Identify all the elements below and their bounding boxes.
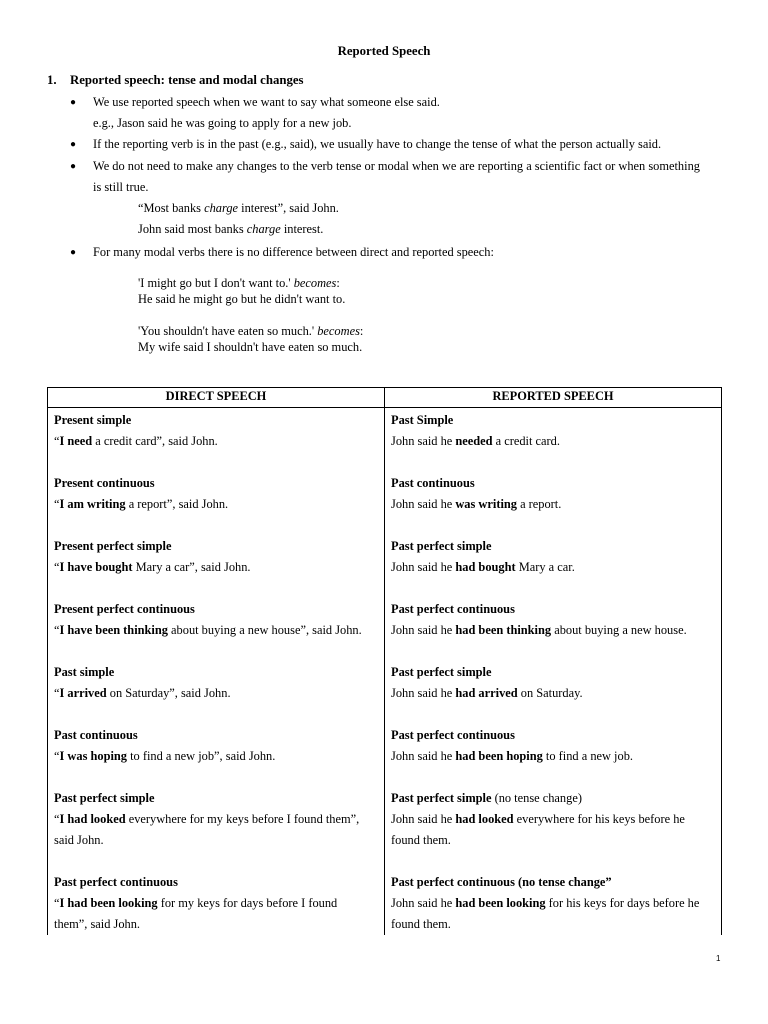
verb-phrase: had bought: [455, 560, 516, 574]
reported-tense-label: [391, 473, 715, 494]
document-title: Reported Speech: [337, 44, 431, 58]
verb-phrase: I had been looking: [59, 896, 158, 910]
row-spacer: [391, 851, 715, 872]
reported-tense-label: [391, 788, 715, 809]
example-text: a report.: [516, 497, 562, 511]
direct-example-continued: said John.: [54, 833, 104, 847]
verb-phrase: I have bought: [59, 560, 133, 574]
verb-phrase: had been hoping: [455, 749, 543, 763]
direct-example: [54, 746, 378, 767]
reported-speech-cell: [385, 408, 722, 936]
modal-becomes: becomes: [317, 324, 360, 338]
example-text: everywhere for his keys before he: [513, 812, 685, 826]
modal-text: 'I might go but I don't want to.': [138, 276, 294, 290]
example-text: Mary a car.: [515, 560, 575, 574]
bullet-3-line-1: We do not need to make any changes to the verb tense or modal when we are reporting a scientific fact or when something: [93, 159, 700, 173]
modal-example-1-reported: He said he might go but he didn't want to.: [138, 292, 346, 306]
bullet-2-line: If the reporting verb is in the past (e.g., said), we usually have to change the tense of what the person actually said.: [93, 137, 662, 151]
example-text: “: [54, 812, 60, 826]
page-number: 1: [716, 954, 721, 963]
reported-example: [391, 620, 715, 641]
example-text: on Saturday”, said John.: [106, 686, 231, 700]
verb-phrase: I was hoping: [59, 749, 127, 763]
example-text: interest.: [280, 222, 324, 236]
row-spacer: [54, 704, 378, 725]
example-text: John said he: [391, 560, 456, 574]
direct-example-continued: them”, said John.: [54, 917, 141, 931]
column-header-reported: REPORTED SPEECH: [385, 388, 722, 408]
bullet-dot: ●: [70, 97, 77, 108]
modal-text: :: [336, 276, 340, 290]
section-heading-text: Reported speech: tense and modal changes: [70, 73, 304, 87]
verb-phrase: had looked: [455, 812, 514, 826]
direct-example: [54, 557, 378, 578]
row-spacer: [54, 515, 378, 536]
reported-example-continued: found them.: [391, 833, 451, 847]
bullet-dot: ●: [70, 139, 77, 150]
direct-example: [54, 494, 378, 515]
section-number: 1.: [47, 73, 57, 87]
example-text: John said he: [391, 812, 456, 826]
example-text: John said he: [391, 686, 456, 700]
direct-tense-label: Past perfect continuous: [54, 875, 178, 889]
reported-example-continued: found them.: [391, 917, 451, 931]
verb-phrase: was writing: [455, 497, 517, 511]
tense-note: (no tense change): [491, 791, 582, 805]
example-text: John said he: [391, 497, 456, 511]
bullet-1-line-1: We use reported speech when we want to say what someone else said.: [93, 95, 440, 109]
example-text: interest”, said John.: [238, 201, 339, 215]
direct-example: [54, 620, 378, 641]
reported-example: [391, 809, 715, 830]
tense-name: Past perfect simple: [391, 791, 492, 805]
reported-example: [391, 494, 715, 515]
bullet-3-line-2: is still true.: [93, 180, 149, 194]
example-text: John said he: [391, 896, 456, 910]
example-direct: [138, 201, 339, 216]
example-text: to find a new job”, said John.: [127, 749, 276, 763]
example-verb: charge: [246, 222, 281, 236]
example-text: John said most banks: [138, 222, 247, 236]
example-text: John said he: [391, 749, 456, 763]
reported-tense-label: [391, 662, 715, 683]
table-row: [48, 408, 722, 936]
reported-example: [391, 893, 715, 914]
tense-name: Past perfect simple: [391, 665, 492, 679]
section-heading: [47, 73, 304, 88]
reported-example: [391, 557, 715, 578]
example-verb: charge: [204, 201, 239, 215]
example-text: “: [54, 749, 60, 763]
tense-name: Past continuous: [391, 476, 475, 490]
reported-tense-label: [391, 536, 715, 557]
example-text: “: [54, 686, 60, 700]
reported-tense-label: [391, 872, 715, 893]
column-header-direct: DIRECT SPEECH: [48, 388, 385, 408]
direct-speech-cell: [48, 408, 385, 936]
example-text: “: [54, 434, 60, 448]
direct-tense-label: Past perfect simple: [54, 791, 155, 805]
tense-name: Past Simple: [391, 413, 454, 427]
row-spacer: [391, 452, 715, 473]
example-text: John said he: [391, 434, 456, 448]
example-text: Mary a car”, said John.: [132, 560, 251, 574]
example-text: for my keys for days before I found: [157, 896, 338, 910]
example-text: “: [54, 623, 60, 637]
example-text: “: [54, 497, 60, 511]
row-spacer: [391, 704, 715, 725]
example-text: a report”, said John.: [125, 497, 229, 511]
row-spacer: [54, 851, 378, 872]
example-text: about buying a new house.: [551, 623, 687, 637]
verb-phrase: I need: [59, 434, 93, 448]
reported-tense-label: [391, 725, 715, 746]
example-text: a credit card.: [492, 434, 560, 448]
bullet-dot: ●: [70, 247, 77, 258]
row-spacer: [391, 767, 715, 788]
modal-example-1: [138, 276, 340, 291]
verb-phrase: I have been thinking: [59, 623, 168, 637]
example-text: everywhere for my keys before I found them”,: [125, 812, 360, 826]
reported-tense-label: [391, 599, 715, 620]
tense-name: Past perfect continuous: [391, 602, 515, 616]
direct-tense-label: Present perfect simple: [54, 539, 172, 553]
verb-phrase: I had looked: [59, 812, 126, 826]
direct-tense-label: Present continuous: [54, 476, 155, 490]
modal-becomes: becomes: [293, 276, 337, 290]
example-text: “: [54, 560, 60, 574]
example-text: “: [54, 896, 60, 910]
direct-example: [54, 683, 378, 704]
modal-example-2: [138, 324, 363, 339]
verb-phrase: needed: [455, 434, 493, 448]
row-spacer: [54, 641, 378, 662]
row-spacer: [391, 578, 715, 599]
verb-phrase: had been looking: [455, 896, 546, 910]
tense-name: Past perfect continuous: [391, 728, 515, 742]
direct-tense-label: Past simple: [54, 665, 115, 679]
reported-example: [391, 431, 715, 452]
direct-tense-label: Past continuous: [54, 728, 138, 742]
row-spacer: [54, 767, 378, 788]
reported-example: [391, 746, 715, 767]
bullet-1-line-2: e.g., Jason said he was going to apply for a new job.: [93, 116, 352, 130]
direct-example: [54, 431, 378, 452]
example-text: a credit card”, said John.: [92, 434, 218, 448]
tense-name: Past perfect continuous (no tense change”: [391, 875, 612, 889]
row-spacer: [54, 452, 378, 473]
reported-example: [391, 683, 715, 704]
example-text: “Most banks: [138, 201, 205, 215]
row-spacer: [391, 641, 715, 662]
direct-example: [54, 893, 378, 914]
bullet-4-line: For many modal verbs there is no difference between direct and reported speech:: [93, 245, 494, 259]
modal-text: :: [359, 324, 364, 338]
modal-example-2-reported: My wife said I shouldn't have eaten so much.: [138, 340, 363, 354]
modal-text: 'You shouldn't have eaten so much.': [138, 324, 318, 338]
example-text: on Saturday.: [517, 686, 583, 700]
tense-name: Past perfect simple: [391, 539, 492, 553]
verb-phrase: I arrived: [59, 686, 107, 700]
row-spacer: [391, 515, 715, 536]
direct-example: [54, 809, 378, 830]
table-header-row: [48, 388, 722, 408]
example-reported: [138, 222, 323, 237]
verb-phrase: I am writing: [59, 497, 126, 511]
example-text: for his keys for days before he: [545, 896, 700, 910]
verb-phrase: had been thinking: [455, 623, 552, 637]
reported-tense-label: [391, 410, 715, 431]
verb-phrase: had arrived: [455, 686, 518, 700]
example-text: John said he: [391, 623, 456, 637]
row-spacer: [54, 578, 378, 599]
direct-tense-label: Present perfect continuous: [54, 602, 195, 616]
direct-tense-label: Present simple: [54, 413, 132, 427]
example-text: to find a new job.: [542, 749, 633, 763]
bullet-dot: ●: [70, 161, 77, 172]
example-text: about buying a new house”, said John.: [167, 623, 362, 637]
tense-table: [47, 387, 722, 935]
